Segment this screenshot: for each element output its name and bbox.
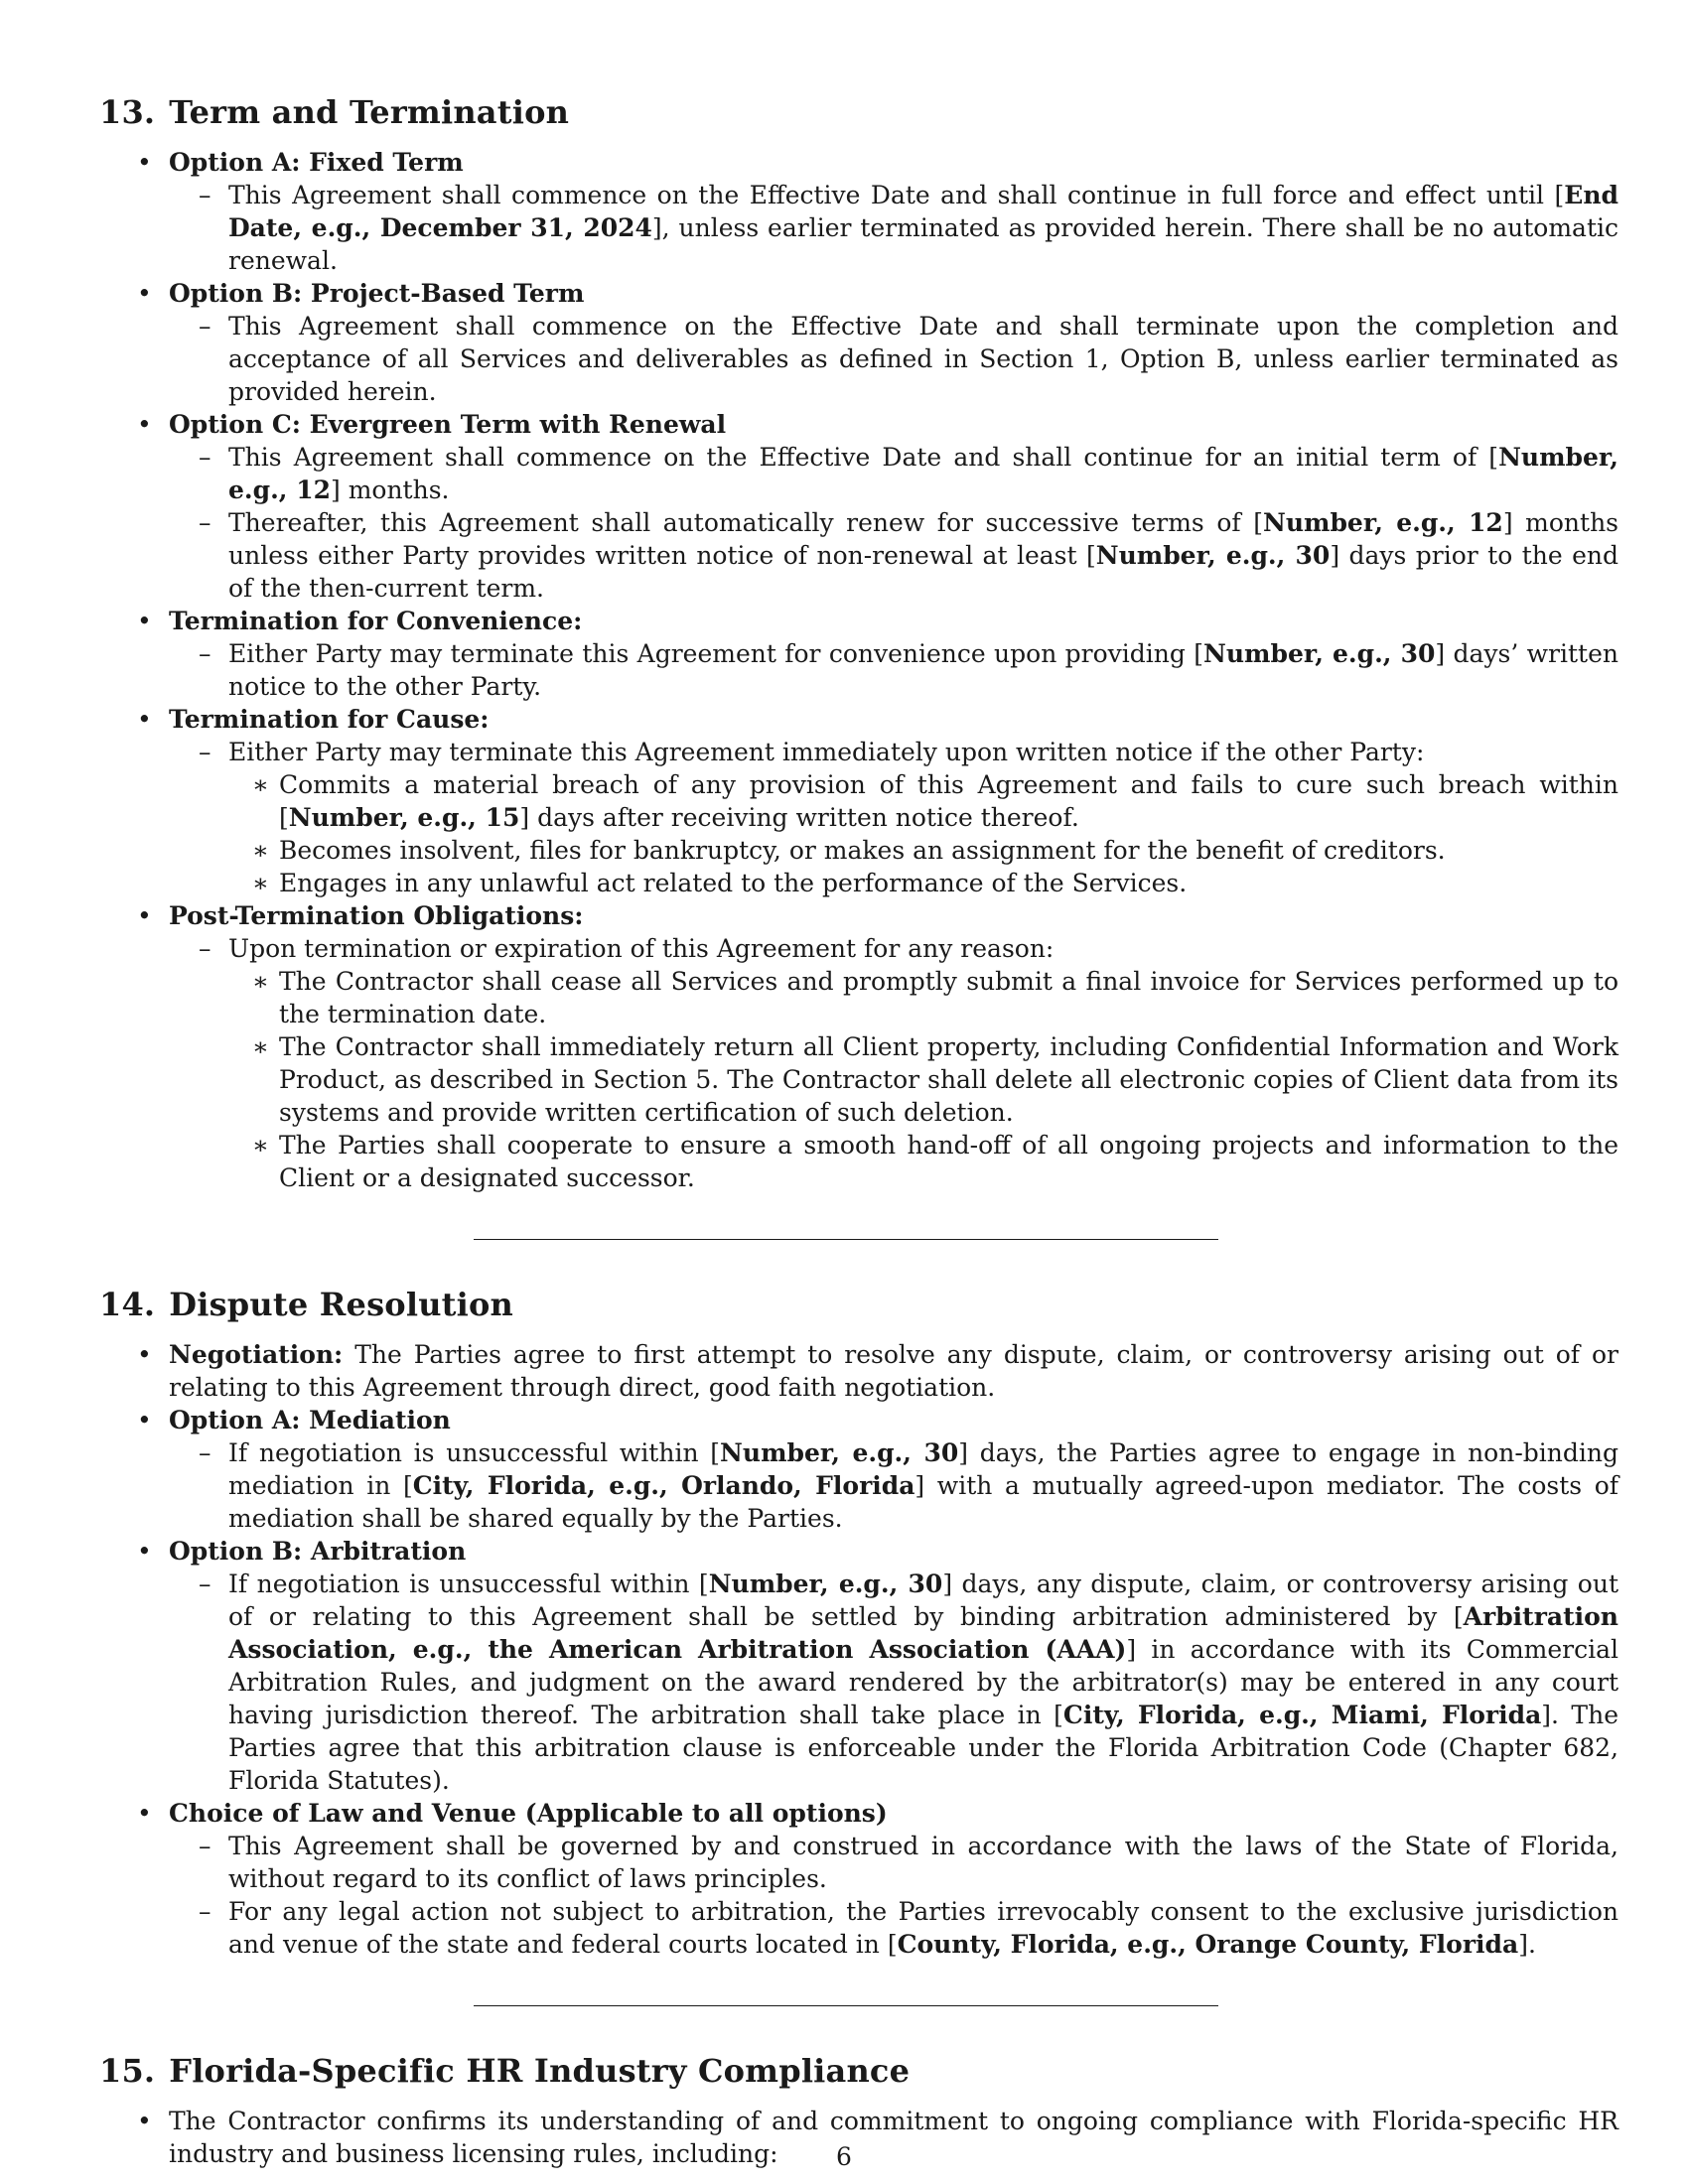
- section-number: 14.: [99, 1286, 156, 1323]
- list-item: [99, 899, 1618, 1194]
- section-divider: [474, 2005, 1218, 2006]
- bullet-list: [99, 146, 1619, 1194]
- list-item: [99, 605, 1618, 703]
- list-item: [99, 408, 1618, 605]
- placeholder-field: County, Florida, e.g., Orange County, Florida: [897, 1930, 1519, 1959]
- section-14-dispute-resolution: [99, 1285, 1619, 1961]
- section-13-term-and-termination: [99, 92, 1619, 1194]
- list-item: • Negotiation: The Parties agree to first attempt to resolve any dispute, claim, or controversy arising out of or relating to this Agreement through direct, good faith negotiation.: [99, 1338, 1618, 1404]
- page-number: 6: [836, 2142, 852, 2171]
- placeholder-field: Number, e.g., 12: [228, 443, 1618, 504]
- section-divider: [474, 1239, 1218, 1240]
- placeholder-field: City, Florida, e.g., Miami, Florida: [1062, 1701, 1542, 1729]
- item-title: Option A: Mediation: [169, 1406, 451, 1434]
- sub-sub-item: ∗ The Contractor shall immediately return all Client property, including Confidential Information and Work Product, as described in Section 5. The Contractor shall delete all electronic copies of Client data from its systems and provide written certification of such deletion.: [228, 1030, 1618, 1129]
- section-title: Dispute Resolution: [169, 1286, 514, 1323]
- list-item: • The Contractor confirms its understanding of and commitment to ongoing compliance with Florida-specific HR industry and business licensing rules, including:: [99, 2105, 1618, 2170]
- item-title: Option A: Fixed Term: [169, 148, 464, 177]
- placeholder-field: Number, e.g., 12: [1262, 508, 1503, 537]
- placeholder-field: Number, e.g., 30: [720, 1438, 959, 1467]
- section-title: Florida-Specific HR Industry Compliance: [169, 2052, 911, 2090]
- item-title: Option B: Project-Based Term: [169, 279, 585, 308]
- placeholder-field: Number, e.g., 30: [1095, 541, 1331, 570]
- sub-item: – If negotiation is unsuccessful within [Number, e.g., 30] days, any dispute, claim, or controversy arising out of or relating to this Agreement shall be settled by binding arbitration administered by [Arbitration Association, e.g., the American Arbitration Association (AAA)] in accordance with its Commercial Arbitration Rules, and judgment on the award rendered by the arbitrator(s) may be entered in any court having jurisdiction thereof. The arbitration shall take place in [City, Florida, e.g., Miami, Florida]. The Parties agree that this arbitration clause is enforceable under the Florida Arbitration Code (Chapter 682, Florida Statutes).: [169, 1568, 1618, 1797]
- sub-item: – This Agreement shall commence on the Effective Date and shall continue for an initial term of [Number, e.g., 12] months.: [169, 441, 1618, 506]
- section-number: 13.: [99, 93, 156, 131]
- section-number: 15.: [99, 2052, 156, 2090]
- sub-item: – For any legal action not subject to arbitration, the Parties irrevocably consent to the exclusive jurisdiction and venue of the state and federal courts located in [County, Florida, e.g., Orange County, Florida].: [169, 1895, 1618, 1961]
- placeholder-field: Number, e.g., 30: [1202, 639, 1436, 668]
- list-item: [99, 146, 1618, 277]
- placeholder-field: Arbitration Association, e.g., the American Arbitration Association (AAA): [228, 1602, 1618, 1664]
- sub-sub-item: ∗ The Parties shall cooperate to ensure a smooth hand-off of all ongoing projects and information to the Client or a designated successor.: [228, 1129, 1618, 1194]
- placeholder-field: End Date, e.g., December 31, 2024: [228, 181, 1618, 242]
- section-title: Term and Termination: [169, 93, 570, 131]
- sub-sub-item: ∗ Becomes insolvent, files for bankruptcy, or makes an assignment for the benefit of creditors.: [228, 834, 1618, 867]
- sub-sub-item: ∗ Commits a material breach of any provision of this Agreement and fails to cure such breach within [Number, e.g., 15] days after receiving written notice thereof.: [228, 768, 1618, 834]
- sub-sub-item: ∗ Engages in any unlawful act related to the performance of the Services.: [228, 867, 1618, 899]
- sub-sub-item: ∗ The Contractor shall cease all Services and promptly submit a final invoice for Services performed up to the termination date.: [228, 965, 1618, 1030]
- list-item: [99, 1797, 1618, 1961]
- sub-item: – This Agreement shall be governed by and construed in accordance with the laws of the State of Florida, without regard to its conflict of laws principles.: [169, 1830, 1618, 1895]
- list-item: [99, 1535, 1618, 1797]
- item-title: Negotiation:: [169, 1340, 344, 1369]
- item-title: Post-Termination Obligations:: [169, 901, 584, 930]
- list-item: [99, 703, 1618, 899]
- item-title: Choice of Law and Venue (Applicable to all options): [169, 1799, 888, 1828]
- sub-item: – Thereafter, this Agreement shall automatically renew for successive terms of [Number, e.g., 12] months unless either Party provides written notice of non-renewal at least [Number, e.g., 30] days prior to the end of the then-current term.: [169, 506, 1618, 605]
- item-title: Termination for Convenience:: [169, 607, 583, 635]
- sub-item: – If negotiation is unsuccessful within [Number, e.g., 30] days, the Parties agree to engage in non-binding mediation in [City, Florida, e.g., Orlando, Florida] with a mutually agreed-upon mediator. The costs of mediation shall be shared equally by the Parties.: [169, 1436, 1618, 1535]
- sub-item: – Either Party may terminate this Agreement for convenience upon providing [Number, e.g., 30] days’ written notice to the other Party.: [169, 637, 1618, 703]
- section-heading: [99, 92, 1589, 132]
- placeholder-field: Number, e.g., 30: [708, 1570, 943, 1598]
- section-heading: [99, 1285, 1589, 1324]
- bullet-list: [99, 1338, 1619, 1961]
- item-title: Option B: Arbitration: [169, 1537, 467, 1566]
- placeholder-field: City, Florida, e.g., Orlando, Florida: [412, 1471, 915, 1500]
- sub-item: – Upon termination or expiration of this Agreement for any reason: ∗ The Contractor shall cease all Services and promptly submit a final invoice for Services performed up to the termination date. ∗ The Contractor shall immediately return all Client property, including Confidential Information and Work Product, as described in Section 5. The Contractor shall delete all electronic copies of Client data from its systems and provide written certification of such deletion. ∗ The Parties shall cooperate to ensure a smooth hand-off of all ongoing projects and information to the Client or a designated successor.: [169, 932, 1618, 1194]
- sub-item: – This Agreement shall commence on the Effective Date and shall continue in full force and effect until [End Date, e.g., December 31, 2024], unless earlier terminated as provided herein. There shall be no automatic renewal.: [169, 179, 1618, 277]
- placeholder-field: Number, e.g., 15: [288, 803, 520, 832]
- sub-item: – Either Party may terminate this Agreement immediately upon written notice if the other Party: ∗ Commits a material breach of any provision of this Agreement and fails to cure such breach within [Number, e.g., 15] days after receiving written notice thereof. ∗ Becomes insolvent, files for bankruptcy, or makes an assignment for the benefit of creditors. ∗ Engages in any unlawful act related to the performance of the Services.: [169, 736, 1618, 899]
- list-item: [99, 1404, 1618, 1535]
- section-heading: [99, 2051, 1589, 2091]
- item-title: Termination for Cause:: [169, 705, 490, 734]
- list-item: [99, 277, 1618, 408]
- item-title: Option C: Evergreen Term with Renewal: [169, 410, 727, 439]
- page-content: [99, 92, 1619, 2170]
- sub-item: – This Agreement shall commence on the Effective Date and shall terminate upon the completion and acceptance of all Services and deliverables as defined in Section 1, Option B, unless earlier terminated as provided herein.: [169, 310, 1618, 408]
